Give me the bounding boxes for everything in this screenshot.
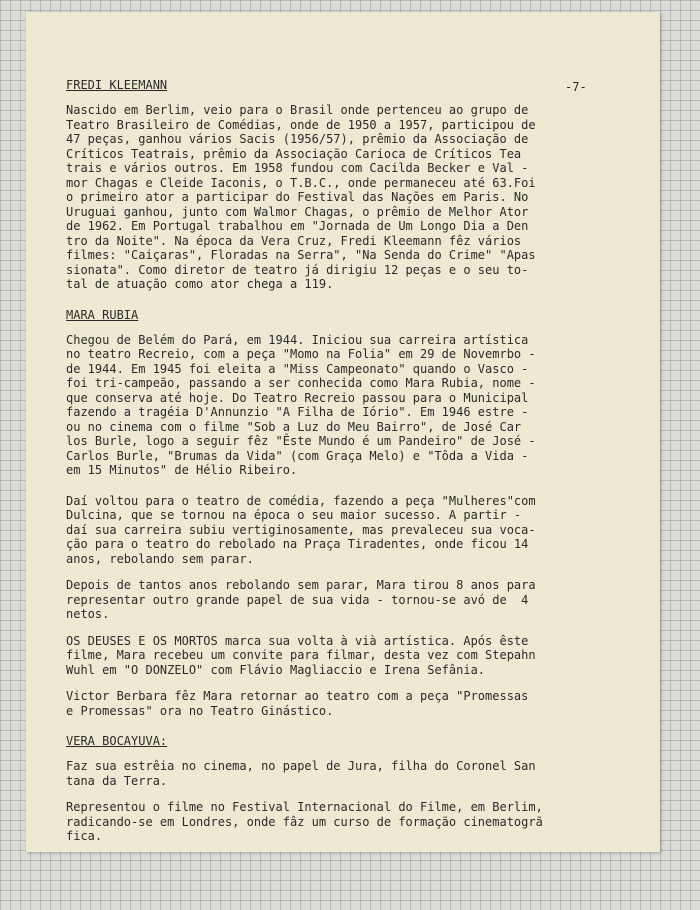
paragraph: Daí voltou para o teatro de comédia, fazendo a peça "Mulheres"com Dulcina, que se tornou na época o seu maior sucesso. A partir - daí sua carreira subiu vertiginosamente, mas prevaleceu sua voca- ção para o teatro do rebolado na Praça Tiradentes, onde ficou 14 anos, rebolando sem parar.	[66, 493, 536, 566]
document-body	[66, 78, 606, 844]
section-heading-vera-bocayuva: VERA BOCAYUVA:	[66, 734, 168, 748]
paragraph: Depois de tantos anos rebolando sem parar, Mara tirou 8 anos para representar outro grande papel de sua vida - tornou-se avó de 4 netos.	[66, 578, 536, 621]
paragraph: Nascido em Berlim, veio para o Brasil onde pertenceu ao grupo de Teatro Brasileiro de Comédias, onde de 1950 a 1957, participou de 47 peças, ganhou vários Sacis (1956/57), prêmio da Associação de Críticos Teatrais, prêmio da Associação Carioca de Críticos Tea trais e vários outros. Em 1958 fundou com Cacilda Becker e Val - mor Chagas e Cleide Iaconis, o T.B.C., onde permaneceu até 63.Foi o primeiro ator a participar do Festival das Nações em Paris. No Uruguai ganhou, junto com Walmor Chagas, o prêmio de Melhor Ator de 1962. Em Portugal trabalhou em "Jornada de Um Longo Dia a Den tro da Noite". Na época da Vera Cruz, Fredi Kleemann fêz vários filmes: "Caiçaras", Floradas na Serra", "Na Senda do Crime" "Apas sionata". Como diretor de teatro já dirigiu 12 peças e o seu to- tal de atuação como ator chega a 119.	[66, 103, 536, 291]
section-heading-fredi-kleemann: FREDI KLEEMANN	[66, 78, 168, 92]
paragraph: Representou o filme no Festival Internacional do Filme, em Berlim, radicando-se em Londres, onde fâz um curso de formação cinematogrã fica.	[66, 800, 543, 843]
paragraph: OS DEUSES E OS MORTOS marca sua volta à vià artística. Após êste filme, Mara recebeu um convite para filmar, desta vez com Stepahn Wuhl em "O DONZELO" com Flávio Magliaccio e Irena Sefânia.	[66, 633, 536, 677]
paragraph: Victor Berbara fêz Mara retornar ao teatro com a peça "Promessas e Promessas" ora no Teatro Ginástico.	[66, 689, 529, 718]
section-heading-mara-rubia: MARA RUBIA	[66, 307, 139, 322]
paragraph: Faz sua estrêia no cinema, no papel de Jura, filha do Coronel San tana da Terra.	[66, 759, 536, 788]
paragraph: Chegou de Belém do Pará, em 1944. Iniciou sua carreira artística no teatro Recreio, com a peça "Momo na Folia" em 29 de Novemrbo - de 1944. Em 1945 foi eleita a "Miss Campeonato" quando o Vasco - foi tri-campeão, passando a ser conhecida como Mara Rubia, nome - que conserva até hoje. Do Teatro Recreio passou para o Municipal fazendo a tragéia D'Annunzio "A Filha de Iório". Em 1946 estre - ou no cinema com o filme "Sob a Luz do Meu Bairro", de José Car los Burle, logo a seguir fêz "Êste Mundo é um Pandeiro" de José - Carlos Burle, "Brumas da Vida" (com Graça Melo) e "Tôda a Vida - em 15 Minutos" de Hélio Ribeiro.	[66, 332, 536, 477]
page-number: -7-	[565, 80, 587, 94]
